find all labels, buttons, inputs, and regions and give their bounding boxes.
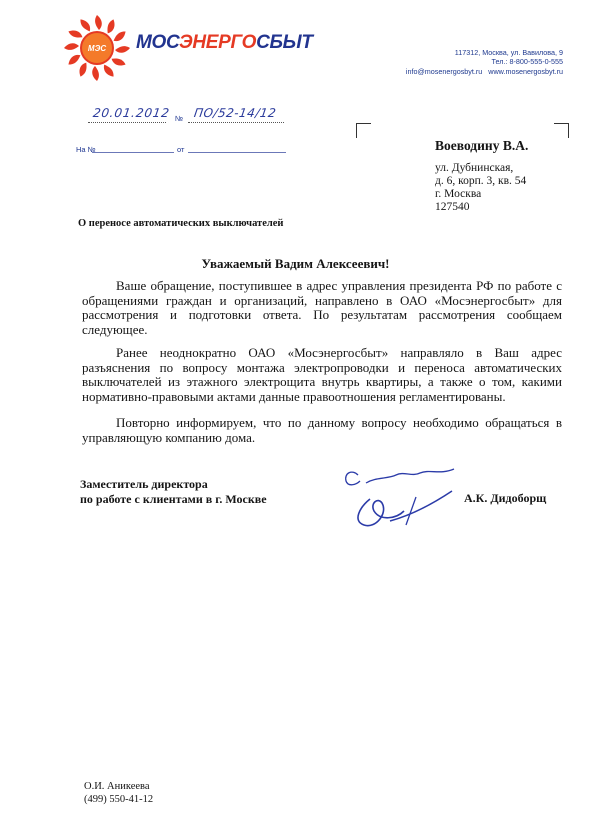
company-brand-name [136,32,313,54]
company-website: www.mosenergosbyt.ru [488,67,563,76]
reply-from-line [188,152,286,153]
logo-emblem-text: МЭС [87,44,107,53]
phone-number: 8-800-555-0-555 [509,57,563,66]
addressee-zip: 127540 [435,201,470,213]
registration-number: ПО/52-14/12 [193,106,278,120]
addressee-name: Воеводину В.А. [435,138,529,153]
registration-number-label: № [175,114,184,123]
executor-phone: (499) 550-41-12 [84,794,154,805]
phone-label: Тел.: [491,57,508,66]
registration-date-line [88,122,166,123]
signer-name: А.К. Дидоборщ [464,491,547,505]
addressee-house: д. 6, корп. 3, кв. 54 [435,175,527,187]
company-address: 117312, Москва, ул. Вавилова, 9 [454,48,563,57]
company-logo-icon [62,14,132,82]
company-web-contacts [406,67,563,76]
company-phone [492,57,563,66]
letter-subject: О переносе автоматических выключателей [78,218,284,229]
reply-to-label: На № [76,145,96,154]
brand-part-sbyt: СБЫТ [256,32,313,53]
address-corner-mark-right [554,123,569,138]
body-paragraph-3: Повторно информируем, что по данному вопросу необходимо обращаться в управляющую компанию дома. [82,415,562,445]
brand-part-mos: МОС [136,32,179,53]
body-paragraph-1: Ваше обращение, поступившее в адрес управления президента РФ по работе с обращениями граждан и организаций, направлено в ОАО «Мосэнергосбыт» для рассмотрения и подготовки ответа. По результатам рассмотрения сообщаем следующее. [82,278,562,337]
handwritten-signature [330,455,470,535]
addressee-city: г. Москва [435,188,482,200]
registration-number-line [188,122,284,123]
signer-title-line-2: по работе с клиентами в г. Москве [80,492,267,506]
signer-title-line-1: Заместитель директора [80,477,208,491]
addressee-street: ул. Дубнинская, [435,162,514,174]
brand-part-energo: ЭНЕРГО [178,32,257,53]
registration-date: 20.01.2012 [92,106,171,120]
reply-to-line [92,152,174,153]
salutation: Уважаемый Вадим Алексеевич! [201,256,390,271]
executor-name: О.И. Аникеева [84,781,150,792]
address-corner-mark-left [356,123,371,138]
reply-from-label: от [177,145,185,154]
company-email: info@mosenergosbyt.ru [405,67,483,76]
body-paragraph-2: Ранее неоднократно ОАО «Мосэнергосбыт» направляло в Ваш адрес разъяснения по вопросу монтажа электропроводки и переноса автоматических выключателей из этажного электрощита внутрь квартиры, а также о том, какими нормативно-правовыми актами данные правоотношения регламентированы. [82,345,562,404]
